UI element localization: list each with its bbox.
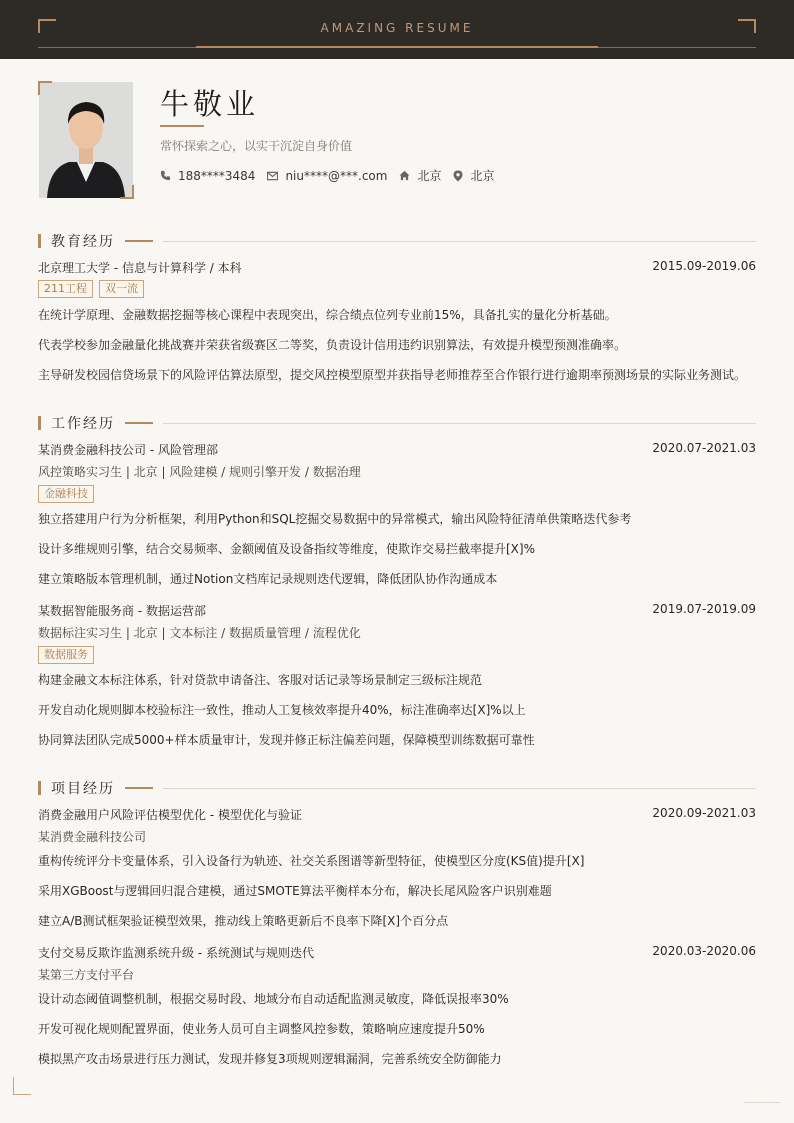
tag: 数据服务 [38,646,94,664]
job-header [38,602,756,619]
school-name: 北京理工大学 - 信息与计算科学 / 本科 [38,261,242,275]
mail-icon [267,171,278,181]
job-role: 数据标注实习生 | 北京 | 文本标注 / 数据质量管理 / 流程优化 [38,626,361,640]
contact-location [453,167,494,184]
project-name: 消费金融用户风险评估模型优化 - 模型优化与验证 [38,808,302,822]
education-period: 2015.09-2019.06 [652,259,756,273]
header-bar [0,0,794,59]
header-rule-accent [196,46,598,48]
list-item: 设计动态阈值调整机制，根据交易时段、地域分布自动适配监测灵敏度，降低误报率30% [38,992,509,1006]
section-work-header [38,413,756,433]
person-portrait-icon [39,82,133,198]
list-item: 主导研发校园信贷场景下的风险评估算法原型，提交风控模型原型并获指导老师推荐至合作银行进行逾期率预测场景的实际业务测试。 [38,368,747,382]
job-company: 某消费金融科技公司 - 风险管理部 [38,443,218,457]
phone-text: 188****3484 [178,168,256,183]
header-title: AMAZING RESUME [320,21,474,35]
candidate-motto: 常怀探索之心，以实干沉淀自身价值 [160,139,353,153]
list-item: 重构传统评分卡变量体系，引入设备行为轨迹、社交关系图谱等新型特征，使模型区分度(KS值)提升[X] [38,854,585,868]
name-underline [160,125,204,127]
project-org: 某第三方支付平台 [38,968,135,982]
profile-photo-frame [38,81,134,199]
list-item: 开发自动化规则脚本校验标注一致性，推动人工复核效率提升40%，标注准确率达[X]%以上 [38,703,526,717]
section-title: 工作经历 [51,416,115,432]
section-projects-header [38,778,756,798]
job-period: 2019.07-2019.09 [652,602,756,616]
section-title: 项目经历 [51,781,115,797]
contact-email [267,169,387,183]
list-item: 构建金融文本标注体系，针对贷款申请备注、客服对话记录等场景制定三级标注规范 [38,673,483,687]
hometown-text: 北京 [417,169,442,183]
list-item: 设计多维规则引擎，结合交易频率、金额阈值及设备指纹等维度，使欺诈交易拦截率提升[X]% [38,542,535,556]
list-item: 独立搭建用户行为分析框架，利用Python和SQL挖掘交易数据中的异常模式，输出风险特征清单供策略迭代参考 [38,512,632,526]
tag: 双一流 [99,280,144,298]
location-pin-icon [453,170,463,182]
education-tags [38,280,150,298]
section-education-header [38,231,756,251]
project-period: 2020.09-2021.03 [652,806,756,820]
photo-corner-bottom-right [120,185,134,199]
project-period: 2020.03-2020.06 [652,944,756,958]
job-role: 风控策略实习生 | 北京 | 风险建模 / 规则引擎开发 / 数据治理 [38,465,361,479]
home-icon [399,170,410,181]
tag: 211工程 [38,280,93,298]
list-item: 模拟黑产攻击场景进行压力测试，发现并修复3项规则逻辑漏洞，完善系统安全防御能力 [38,1052,502,1066]
project-header [38,806,756,823]
project-header [38,944,756,961]
list-item: 代表学校参加金融量化挑战赛并荣获省级赛区二等奖，负责设计信用违约识别算法，有效提升模型预测准确率。 [38,338,627,352]
page-rule-bottom-right [744,1102,780,1103]
location-text: 北京 [470,169,495,183]
contact-info [160,167,506,184]
photo-corner-top-left [38,81,52,95]
list-item: 建立A/B测试框架验证模型效果，推动线上策略更新后不良率下降[X]个百分点 [38,914,449,928]
job-tags [38,646,100,664]
list-item: 开发可视化规则配置界面，使业务人员可自主调整风控参数，策略响应速度提升50% [38,1022,485,1036]
list-item: 建立策略版本管理机制，通过Notion文档库记录规则迭代逻辑，降低团队协作沟通成本 [38,572,498,586]
list-item: 在统计学原理、金融数据挖掘等核心课程中表现突出，综合绩点位列专业前15%，具备扎实的量化分析基础。 [38,308,617,322]
job-period: 2020.07-2021.03 [652,441,756,455]
candidate-name: 牛敬业 [160,87,260,121]
education-entry [38,259,756,276]
tag: 金融科技 [38,485,94,503]
email-text: niu****@***.com [285,168,388,183]
project-org: 某消费金融科技公司 [38,830,147,844]
list-item: 协同算法团队完成5000+样本质量审计，发现并修正标注偏差问题，保障模型训练数据可靠性 [38,733,535,747]
project-name: 支付交易反欺诈监测系统升级 - 系统测试与规则迭代 [38,946,314,960]
section-title: 教育经历 [51,234,115,250]
profile-photo [39,82,133,198]
contact-hometown [399,167,441,184]
list-item: 采用XGBoost与逻辑回归混合建模，通过SMOTE算法平衡样本分布，解决长尾风险客户识别难题 [38,884,552,898]
page-corner-bottom-left [13,1077,31,1095]
job-tags [38,485,100,503]
job-company: 某数据智能服务商 - 数据运营部 [38,604,206,618]
job-header [38,441,756,458]
phone-icon [160,170,171,181]
contact-phone [160,169,255,183]
